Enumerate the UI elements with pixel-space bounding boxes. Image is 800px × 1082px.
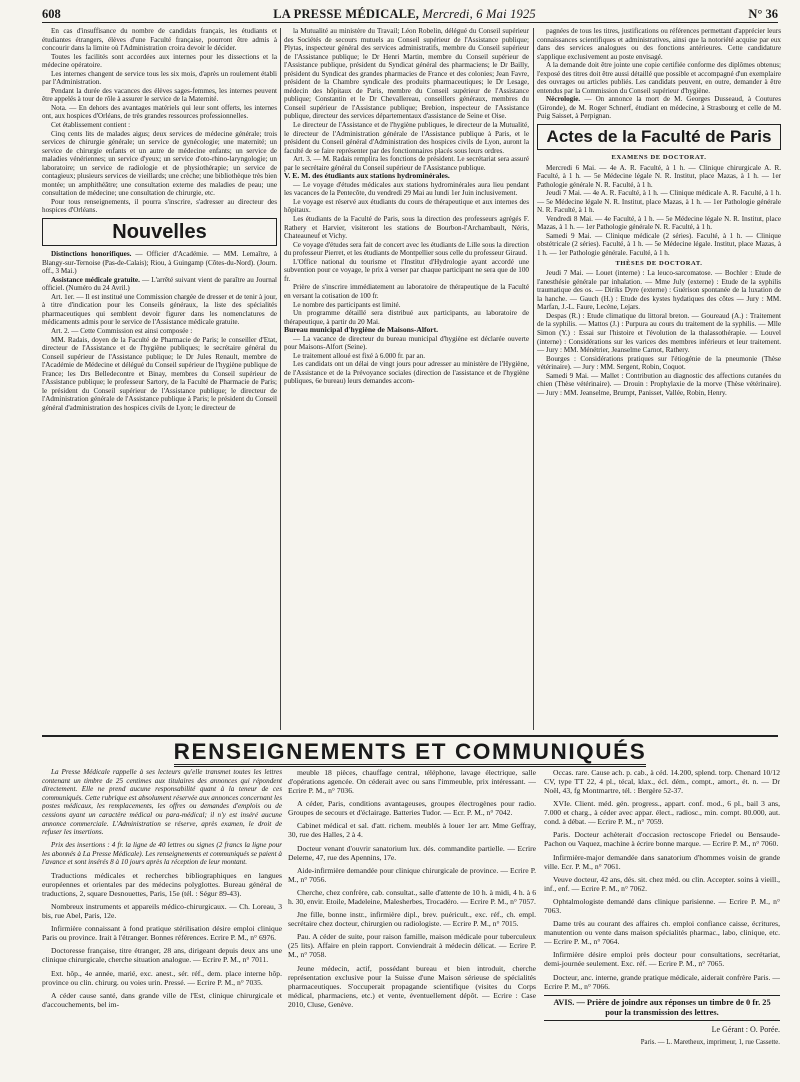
paragraph: Samedi 9 Mai. — Clinique médicale (2 séries). Faculté, à 1 h. — Clinique obstétricale (2 séries). Faculté, à 1 h. — 5e Médecine légale. Institut, place Mazas, à 1 h. — 1er Pathologie générale. Faculté, à 1 h. <box>537 231 781 258</box>
classifieds-intro: La Presse Médicale rappelle à ses lecteurs qu'elle transmet toutes les lettres contenant un timbre de 25 centimes aux titulaires des annonces qui répondent directement. Elle ne prend aucune responsabilité quant à la teneur de ces communiqués. Cette rubrique est absolument réservée aux annonces concernant les postes médicaux, les remplacements, les offres ou demandes d'emplois ou de cessions ayant un caractère médical ou para-médical; il n'y est inséré aucune annonce commerciale. L'Administration se réserve, après examen, le droit de refuser les insertions. <box>42 768 282 837</box>
classifieds-column-1 <box>42 768 282 1068</box>
classified-ad: Doctoresse française, titre étranger, 28 ans, dirigeant depuis deux ans une clinique chirurgicale, cherche situation analogue. — Ecrire P. M., n° 7011. <box>42 946 282 965</box>
classified-ad: meuble 18 pièces, chauffage central, téléphone, lavage électrique, salle d'opérations agencée. On céderait avec ou sans l'immeuble, prix intéressant. — Ecrire P. M., n° 7036. <box>288 768 536 795</box>
paragraph: Les étudiants de la Faculté de Paris, sous la direction des professeurs agrégés F. Rathery et Harvier, visiteront les stations de Bourbon-l'Archambault, Néris, Chateauneuf et Vichy. <box>284 215 529 241</box>
classified-ad: Occas. rare. Cause ach. p. cab., à céd. 14.200, splend. torp. Chenard 10/12 CV, type TT 22, 4 pl., técal, klax., écl. dém., compt., amort., ét. n. — Dr Noël, 43, fg Montmartre, tél. : Bergère 52-37. <box>544 768 780 795</box>
classified-ad: Infirmière désire emploi près docteur pour consultations, secrétariat, demi-journée seulement. Exc. réf. — Ecrire P. M., n° 7065. <box>544 950 780 969</box>
classifieds-prices: Prix des insertions : 4 fr. la ligne de 40 lettres ou signes (2 francs la ligne pour les abonnés à La Presse Médicale). Les renseignements et communiqués se paient à l'avance et sont insérés 8 à 10 jours après la réception de leur montant. <box>42 840 282 867</box>
issue-date: Mercredi, 6 Mai 1925 <box>422 7 536 21</box>
classified-ad: Cabinet médical et sal. d'att. richem. meublés à louer 1er arr. Mme Geffray, 30, rue des Halles, 2 à 4. <box>288 821 536 840</box>
paragraph: Bourges : Considérations pratiques sur l'étiogénie de la pneumonie (Thèse vétérinaire). — Jury : MM. Sergent, Robin, Coquot. <box>537 354 781 372</box>
classified-ad: Infirmière-major demandée dans sanatorium d'hommes voisin de grande ville. Ecr. P. M., n° 7061. <box>544 852 780 871</box>
classified-ad: Jeune médecin, actif, possédant bureau et bien introduit, cherche représentation exclusive pour la Suisse d'une Maison sérieuse de spécialités pharmaceutiques. S'occuperait propagande scientifique (visites du Corps médical, pharmaciens, etc.) et vente, éventuellement dépôt. — Ecrire : Case 2010, Cluse, Genève. <box>288 963 536 1009</box>
paragraph: — La vacance de directeur du bureau municipal d'hygiène est déclarée ouverte pour Maisons-Alfort (Seine). <box>284 334 529 352</box>
classified-ad: Pau. A céder de suite, pour raison famille, maison médicale pour tuberculeux (25 lits). Affaire en plein rapport. Conviendrait à médecin délicat. — Ecrire P. M., n° 7058. <box>288 932 536 960</box>
paragraph: Art. 2. — Cette Commission est ainsi composée : <box>51 326 193 335</box>
classified-ad: Docteur, anc. interne, grande pratique médicale, aiderait confrère Paris. — Ecrire P. M., n° 7066. <box>544 972 780 991</box>
classified-ad: XVIe. Client. méd. gén. progress., appart. conf. mod., 6 pl., bail 3 ans, 7.000 et charg., à céder avec appar. élect., radiosc., min. compt. 80.000, aut. cond. à débat. — Ecrire P. M., n° 7059. <box>544 799 780 827</box>
avis-notice: AVIS. — Prière de joindre aux réponses un timbre de 0 fr. 25 pour la transmission des lettres. <box>544 995 780 1021</box>
paragraph: A la demande doit être jointe une copie certifiée conforme des diplômes obtenus; l'exposé des titres doit être aussi détaillé que possible et accompagné d'un exemplaire des ouvrages ou articles publiés. Les candidats peuvent, en outre, demander à être entendus par la Commission du Conseil supérieur d'hygiène. <box>537 61 781 95</box>
paragraph: Pour tous renseignements, il pourra s'inscrire, s'adresser au directeur des hospices d'Orléans. <box>42 197 277 215</box>
paragraph: Toutes les facilités sont accordées aux internes pour les dissections et la médecine opératoire. <box>42 52 277 70</box>
paragraph: — Le voyage d'études médicales aux stations hydrominérales aura lieu pendant les vacances de la Pentecôte, du vendredi 29 Mai au lundi 1er Juin inclusivement. <box>284 180 529 198</box>
news-heading: V. E. M. des étudiants aux stations hydrominérales. <box>284 171 450 181</box>
subsection-title: EXAMENS DE DOCTORAT. <box>611 154 707 162</box>
section-title-nouvelles: Nouvelles <box>42 218 277 246</box>
paragraph: Mercredi 6 Mai. — 4e A. R. Faculté, à 1 h. — Clinique chirurgicale A. R. Faculté, à 1 h. — 5e Médecine légale N. R. Institut, place Mazas, à 1 h. — 1er Pathologie générale N. R. Faculté, à 1 h. <box>537 163 781 189</box>
classifieds-column-2 <box>288 768 536 1068</box>
paragraph: Art. 3. — M. Radais remplira les fonctions de président. Le secrétariat sera assuré par le secrétaire général du Conseil supérieur de l'Assistance publique. <box>284 155 529 172</box>
classifieds-column-3 <box>544 768 780 1068</box>
paragraph: Le voyage est réservé aux étudiants du cours de thérapeutique et aux internes des hôpitaux. <box>284 197 529 215</box>
news-text: — Officier d'Académie. — MM. Lemaître, à Blangy-sur-Ternoise (Pas-de-Calais); Riou, à Guingamp (Côtes-du-Nord). (Journ. off., 3 Mai.) <box>42 250 277 276</box>
printer-line: Paris. — L. Maretheux, imprimeur, 1, rue Cassette. <box>640 1038 780 1046</box>
issue-number: N° 36 <box>748 7 778 21</box>
page-number: 608 <box>42 7 61 21</box>
classified-ad: Traductions médicales et recherches bibliographiques en langues européennes et orientales par des médecins polyglottes. Bureau général de traductions, 2, square Desnouettes, Paris, 15e (tél. : Ségur 89-43). <box>42 870 282 898</box>
paragraph: Ce voyage d'études sera fait de concert avec les étudiants de Lille sous la direction du professeur Pierret, et les étudiants de Montpellier sous celle du professeur Giraud. <box>284 240 529 258</box>
news-item <box>42 250 277 276</box>
paragraph: Nota. — En dehors des avantages matériels qui leur sont offerts, les internes ont, aux hospices d'Orléans, de très grandes ressources professionnelles. <box>42 103 277 121</box>
paragraph: pagnées de tous les titres, justifications ou références permettant d'apprécier leurs connaissances scientifiques et administratives, ainsi que la notoriété acquise par eux dans des services analogues ou des fonctions antérieures. Cette candidature s'applique exclusivement au poste envisagé. <box>537 27 781 61</box>
news-heading: Assistance médicale gratuite. <box>51 275 140 284</box>
paragraph: Les internes changent de service tous les six mois, d'après un roulement établi par l'Administration. <box>42 69 277 87</box>
paragraph: Art. 1er. — Il est institué une Commission chargée de dresser et de tenir à jour, à titre d'indication pour les Conseils généraux, la liste des spécialités pharmaceutiques qui semblent devoir figurer dans les nomenclatures de médicaments admis pour le service de l'Assistance médicale gratuite. <box>42 292 277 327</box>
classified-ad: Jne fille, bonne instr., infirmière dipl., brev. puéricult., exc. réf., ch. empl. secrétaire chez docteur, chirurgien ou radiologiste. — Ecrire P. M., n° 7015. <box>288 910 536 929</box>
paragraph: MM. Radais, doyen de la Faculté de Pharmacie de Paris; le conseiller d'Etat, directeur de l'Assistance et de l'hygiène publiques; le secrétaire général du Conseil supérieur de l'Assistance publique; le Dr Jules Renault, membre de l'Académie de Médecine et délégué du Conseil supérieur de l'hygiène publique de France; les Drs Belledecontre et Binay, membres du Conseil supérieur de l'Assistance publique; le professeur Sartory, de la Faculté de Pharmacie de Paris; le président du Conseil supérieur de l'Assistance publique; le directeur de l'Administration générale de l'Assistance publique à Paris; le président du Conseil général d'administration des hospices civils de Lyon; le directeur de <box>42 335 277 412</box>
subsection-title: THÈSES DE DOCTORAT. <box>615 259 703 267</box>
section-title-renseignements <box>42 735 778 765</box>
column-1 <box>42 27 277 733</box>
column-divider <box>533 28 534 730</box>
column-2 <box>284 27 529 733</box>
paragraph: Le directeur de l'Assistance et de l'hygiène publiques, le directeur de la Mutualité, le directeur de l'Administration générale de l'Assistance publique à Paris, et le président du Conseil général d'Administration des hospices civils de Lyon, auront la faculté de se faire représenter par des fonctionnaires placés sous leurs ordres. <box>284 121 529 155</box>
classified-ad: Ext. hôp., 4e année, marié, exc. anest., sér. réf., dem. place interne hôp. province ou clin. chirurg. ou voies urin. Pressé. — Ecrire P. M., n° 7035. <box>42 968 282 987</box>
paragraph: Jeudi 7 Mai. — Louet (interne) : La leuco-sarcomatose. — Bochler : Etude de l'anesthésie générale par inhalation. — Mme July (externe) : Etude de la syphilis traumatique des os. — Diriks Dyre (externe) : Guérison spontanée de la luxation de la hanche. — Gauch (H.) : Etude des kystes hydatiques des côtes — Jury : MM. Marfan, J.-L. Faure, Lecène, Lejars. <box>537 269 781 312</box>
paragraph: Despas (R.) : Etude climatique du littoral breton. — Goureaud (A.) : Traitement de la syphilis. — Mattos (J.) : Purpura au cours du traitement de la syphilis. — Mlle Simon (Y.) : Essai sur l'histoire et l'évolution de la thalassothérapie. — Louvel (interne) : Considérations sur les varices des membres inférieurs et leur traitement. — Jury : MM. Ménétrier, Jeanselme Carnot, Rathery. <box>537 311 781 355</box>
paragraph: Pendant la durée des vacances des élèves sages-femmes, les internes peuvent être appelés à tour de rôle à assurer le service de la Maternité. <box>42 86 277 104</box>
classified-ad: Veuve docteur, 42 ans, dés. sit. chez méd. ou clin. Accepter. soins à vieill., inf., enf. — Ecrire P. M., n° 7062. <box>544 874 780 893</box>
news-text: — L'arrêté suivant vient de paraître au Journal officiel. (Numéro du 24 Avril.) <box>42 275 277 293</box>
paragraph: Un programme détaillé sera distribué aux participants, au laboratoire de thérapeutique, à partir du 20 Mai. <box>284 309 529 326</box>
paragraph: Les candidats ont un délai de vingt jours pour adresser au ministère de l'Hygiène, de l'Assistance et de la Prévoyance sociales (direction de l'assistance et de l'hygiène publiques, 6e bureau) leurs demandes accom- <box>284 360 529 386</box>
classified-ad: Paris. Docteur achèterait d'occasion rectoscope Friedel ou Bensaude-Pachon ou Vaquez, machine à écrire bonne marque. — Ecrire P. M., n° 7060. <box>544 830 780 849</box>
news-heading: Nécrologie. <box>546 95 581 104</box>
paragraph: Le traitement alloué est fixé à 6.000 fr. par an. <box>293 351 426 360</box>
classified-ad: Aide-infirmière demandée pour clinique chirurgicale de province. — Ecrire P. M., n° 7056. <box>288 865 536 884</box>
paragraph: Jeudi 7 Mai. — 4e A. R. Faculté, à 1 h. — Clinique médicale A. R. Faculté, à 1 h. — 5e Médecine légale N. R. Institut, place Mazas, à 1 h. — 1er Pathologie générale N. R. Faculté, à 1 h. <box>537 189 781 215</box>
classified-ad: A céder, Paris, conditions avantageuses, groupes électrogènes pour radio. Groupes de secours et d'éclairage. Batteries Tudor. — Ecr. P. M., n° 7042. <box>288 799 536 818</box>
paragraph: L'Office national du tourisme et l'Institut d'Hydrologie ayant accordé une subvention pour ce voyage, le prix à verser par chaque participant ne sera que de 100 fr. <box>284 257 529 283</box>
news-item <box>537 95 781 121</box>
classified-ad: A céder cause santé, dans grande ville de l'Est, clinique chirurgicale et d'accouchements, bel im- <box>42 990 282 1009</box>
classified-ad: Dame très au courant des affaires ch. emploi confiance caisse, écritures, manutention ou vente dans maison spécialités pharmac., labo, clinique, etc. — Ecrire P. M., n° 7064. <box>544 919 780 947</box>
paragraph: Vendredi 8 Mai. — 4e Faculté, à 1 h. — 5e Médecine légale N. R. Institut, place Mazas, à 1 h. — 1er Pathologie générale N. R. Faculté, à 1 h. <box>537 214 781 232</box>
paragraph: Samedi 9 Mai. — Mallet : Contribution au diagnostic des affections cutanées du chien (Thèse vétérinaire). — Drouin : Prophylaxie de la morve (Thèse vétérinaire). — Jury : MM. Jeanselme, Brumpt, Panisset, Vallée, Robin, Henry. <box>537 371 781 397</box>
classified-ad: Nombreux instruments et appareils médico-chirurgicaux. — Ch. Loreau, 3 bis, rue Abel, Paris, 12e. <box>42 902 282 921</box>
page-header <box>42 4 778 23</box>
news-item <box>42 276 277 293</box>
classified-ad: Cherche, chez confrère, cab. consultat., salle d'attente de 10 h. à midi, 4 h. à 6 h. 30, envir. Etoile, Madeleine, Malesherbes, Trocadéro. — Ecrire P. M., n° 7057. <box>288 887 536 906</box>
paragraph: Prière de s'inscrire immédiatement au laboratoire de thérapeutique de la Faculté en versant la cotisation de 100 fr. <box>284 283 529 300</box>
paragraph: Cinq cents lits de malades aigus; deux services de médecine générale; trois services de chirurgie générale; un service de gynécologie; une maternité; un service de chirurgie enfants et un autre de médecine enfants; un service de maladies vénériennes; un service d'yeux; un service d'oto-rhino-laryngologie; un laboratoire; un service de radiologie et de physiothérapie; un service de contagieux; plusieurs services de vieillards; une crèche; une bibliothèque très bien montée; un amphithéâtre; une consultation externe des maladies de peau; une consultation de médecine; une consultation de chirurgie, etc. <box>42 129 277 198</box>
classified-ad: Infirmière connaissant à fond pratique stérilisation désire emploi clinique Paris ou province. Irait à l'étranger. Bonnes références. Ecrire P. M., n° 6976. <box>42 924 282 943</box>
journal-title: LA PRESSE MÉDICALE, <box>273 7 420 21</box>
news-heading: Distinctions honorifiques. <box>51 250 132 259</box>
column-3 <box>537 27 781 733</box>
classified-ad: Ophtalmologiste demandé dans clinique parisienne. — Ecrire P. M., n° 7063. <box>544 896 780 915</box>
paragraph: la Mutualité au ministère du Travail; Léon Robelin, délégué du Conseil supérieur des Sociétés de secours mutuels au Conseil supérieur de l'Assistance publique; Plytas, inspecteur général des services administratifs, membre du Conseil supérieur de l'Assistance publique; le Dr Henri Martin, membre du Conseil supérieur de l'Assistance publique, président du Syndicat général des pharmaciens; le Dr Bailly, président du Syndicat des grandes pharmacies de France et des colonies; Jean Favre, président de la Chambre syndicale des produits pharmaceutiques; le Dr Lesage, médecin des hôpitaux de Paris, membre du Conseil supérieur de l'Assistance publique; Constantin et le Dr Chevallereau, conseillers généraux, membres du Conseil supérieur de l'Assistance publique; Brebion, inspecteur de l'Assistance publique, directeur des services départementaux d'assistance de Seine et Oise. <box>284 27 529 121</box>
section-title-actes: Actes de la Faculté de Paris <box>537 124 781 150</box>
paragraph: Le nombre des participants est limité. <box>293 300 401 309</box>
news-heading: Bureau municipal d'hygiène de Maisons-Alfort. <box>284 325 439 335</box>
gerant-signature: Le Gérant : O. Porée. <box>711 1024 780 1034</box>
column-divider <box>280 28 281 730</box>
paragraph: En cas d'insuffisance du nombre de candidats français, les étudiants et étudiantes étrangers, élèves d'une Faculté française, pourront être admis à concourir dans la limite où l'Administration croira devoir le décider. <box>42 27 277 53</box>
classified-ad: Docteur venant d'ouvrir sanatorium lux. dés. commandite partielle. — Ecrire Delerne, 47, rue des Apennins, 17e. <box>288 843 536 862</box>
paragraph: Cet établissement contient : <box>51 121 131 130</box>
news-text: — On annonce la mort de M. Georges Dusseaud, à Coutures (Gironde), de M. Roger Schnerf, étudiant en médecine, à Strasbourg et celle de M. Puig Saisset, à Perpignan. <box>537 95 781 121</box>
section-title-text: RENSEIGNEMENTS ET COMMUNIQUÉS <box>174 739 647 767</box>
journal-masthead <box>273 7 536 22</box>
